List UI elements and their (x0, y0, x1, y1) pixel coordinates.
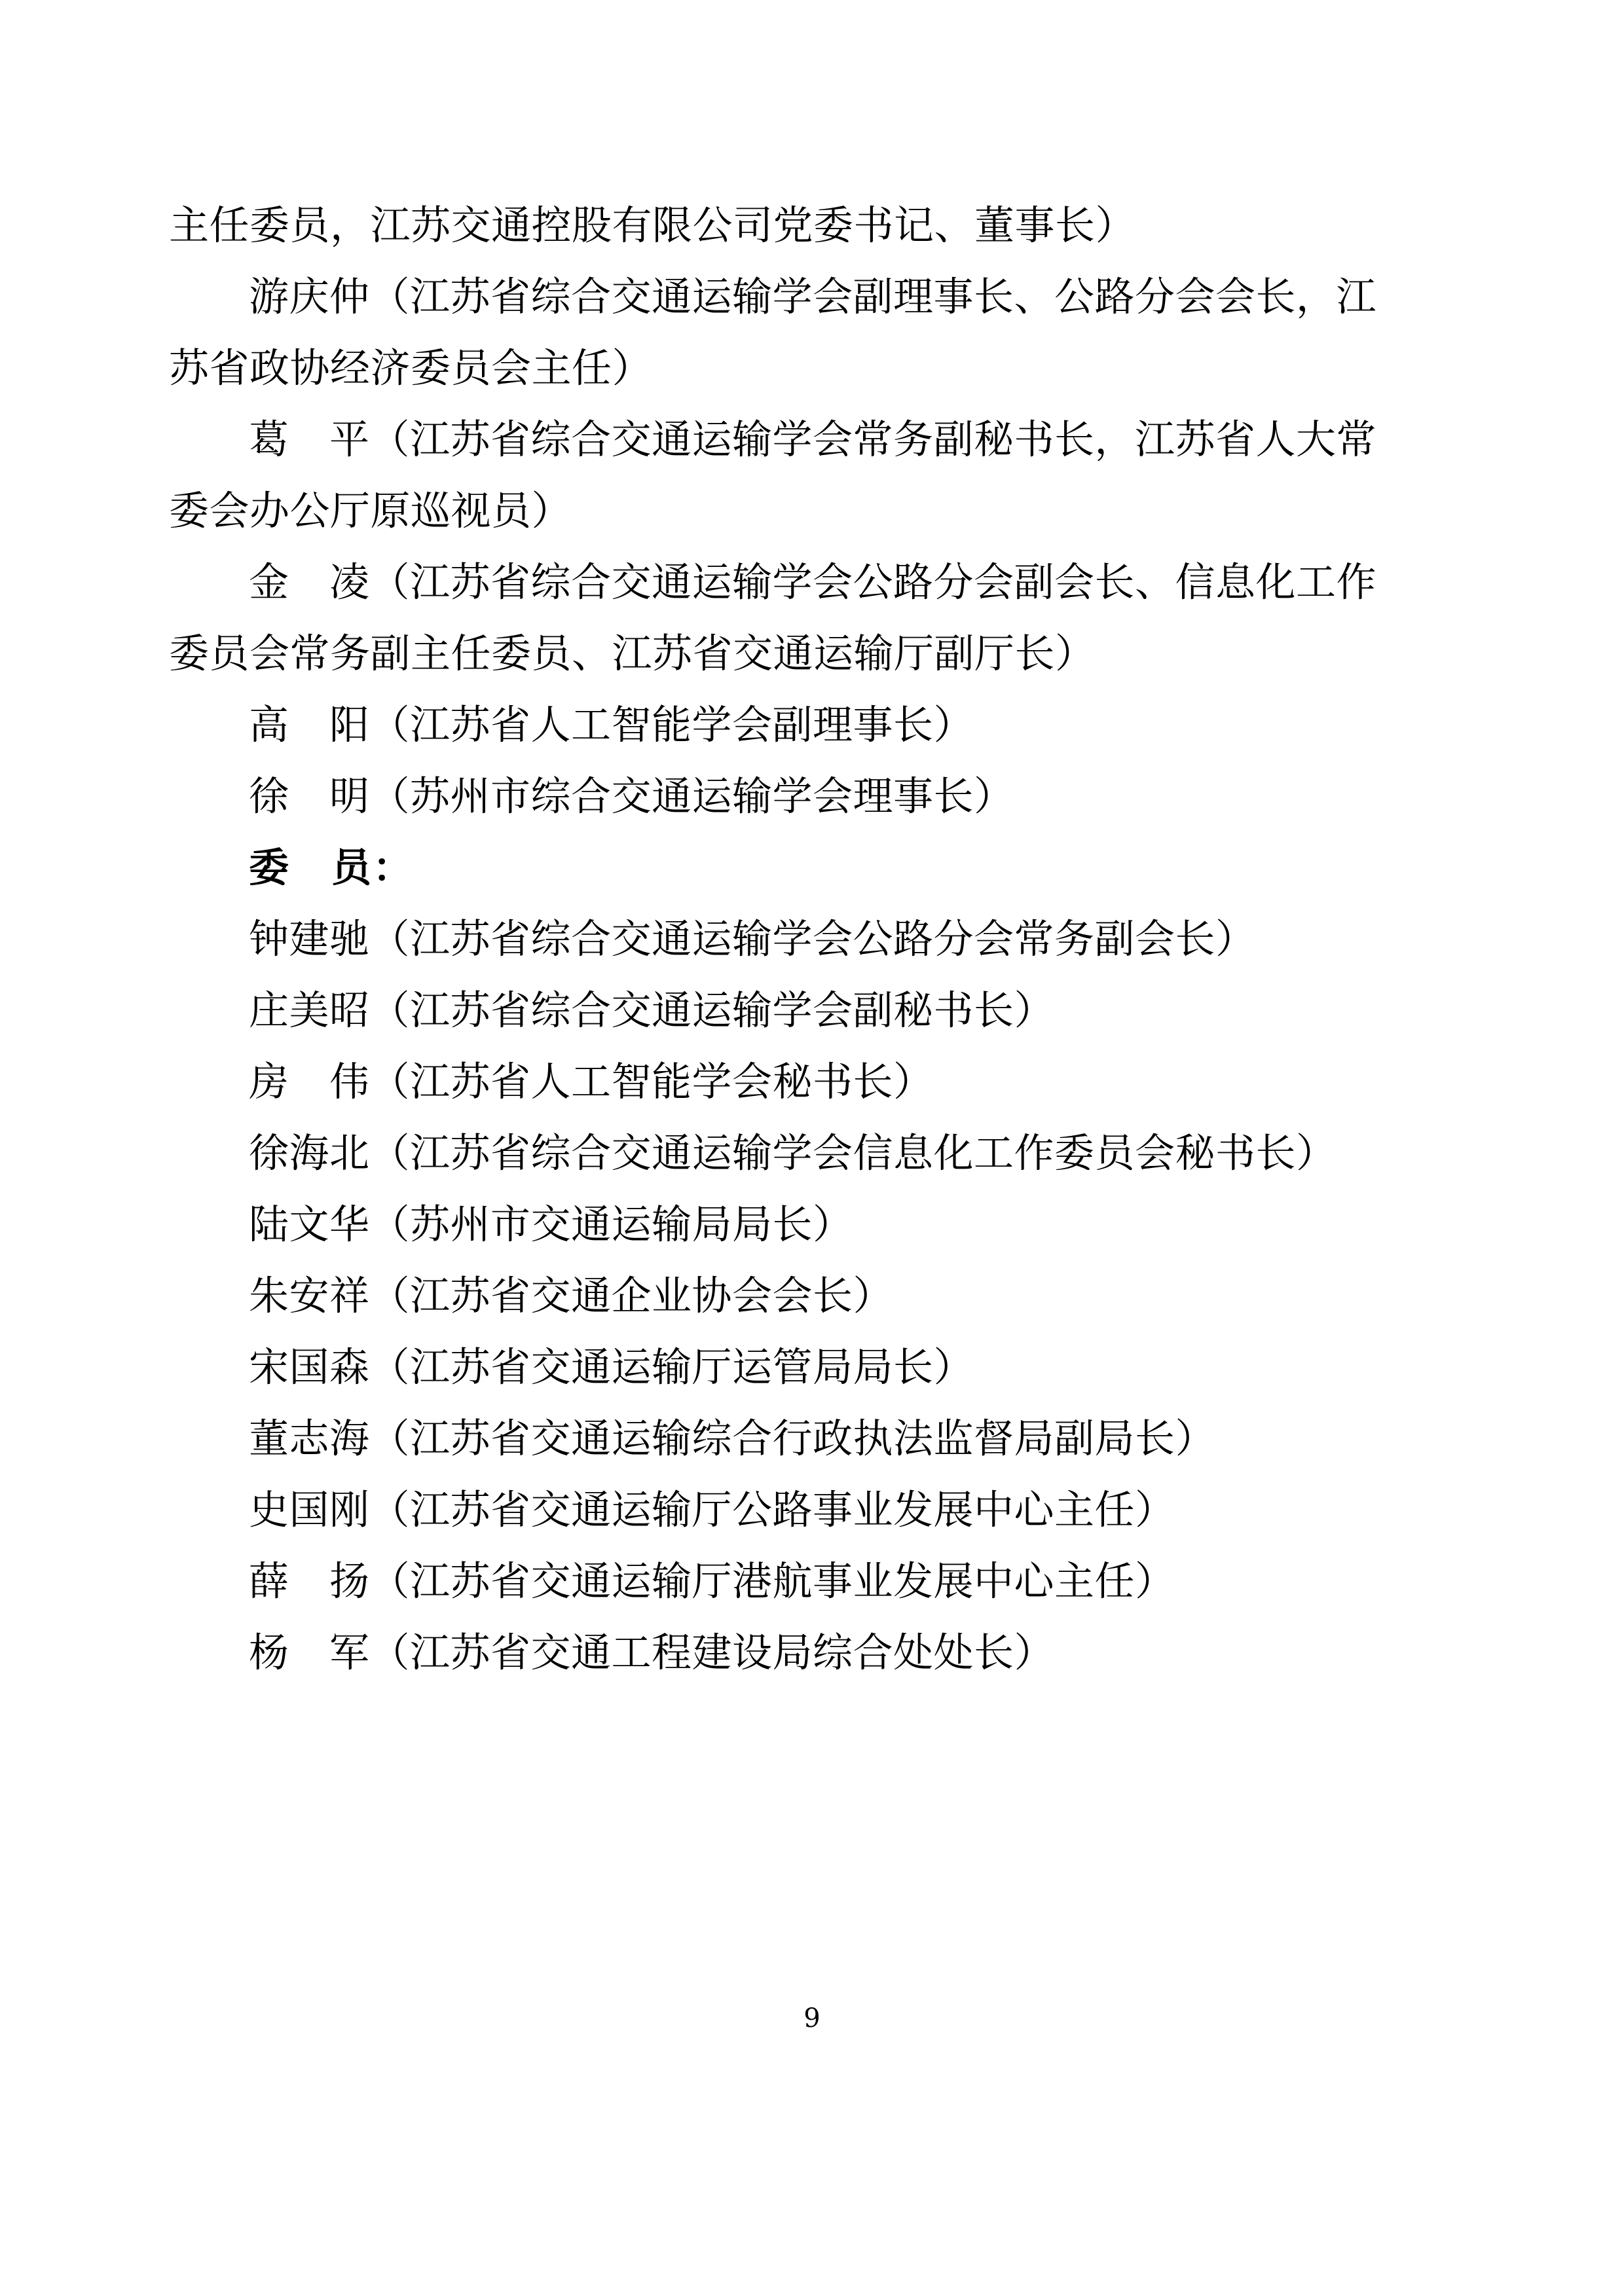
page-number: 9 (803, 2003, 821, 2033)
body-line: 庄美昭（江苏省综合交通运输学会副秘书长） (249, 987, 1055, 1034)
body-line: 房 伟（江苏省人工智能学会秘书长） (249, 1059, 934, 1105)
body-line: 史国刚（江苏省交通运输厅公路事业发展中心主任） (249, 1487, 1175, 1533)
body-line: 陆文华（苏州市交通运输局局长） (249, 1201, 853, 1248)
body-line: 委会办公厅原巡视员） (169, 488, 572, 534)
body-line: 朱安祥（江苏省交通企业协会会长） (249, 1273, 894, 1319)
document-body (169, 190, 1456, 1688)
body-line: 主任委员，江苏交通控股有限公司党委书记、董事长） (169, 202, 1136, 249)
body-line: 金 凌（江苏省综合交通运输学会公路分会副会长、信息化工作 (249, 559, 1377, 606)
body-line: 杨 军（江苏省交通工程建设局综合处处长） (249, 1630, 1055, 1676)
body-line: 薛 扬（江苏省交通运输厅港航事业发展中心主任） (249, 1558, 1175, 1605)
body-line: 董志海（江苏省交通运输综合行政执法监督局副局长） (249, 1415, 1216, 1462)
body-line: 徐海北（江苏省综合交通运输学会信息化工作委员会秘书长） (249, 1130, 1337, 1176)
body-line: 高 阳（江苏省人工智能学会副理事长） (249, 702, 974, 748)
body-line: 徐 明（苏州市综合交通运输学会理事长） (249, 773, 1014, 820)
section-heading: 委 员： (249, 845, 415, 891)
body-line: 委员会常务副主任委员、江苏省交通运输厅副厅长） (169, 630, 1096, 677)
body-line: 宋国森（江苏省交通运输厅运管局局长） (249, 1344, 974, 1391)
body-line: 游庆仲（江苏省综合交通运输学会副理事长、公路分会会长，江 (249, 274, 1377, 320)
body-line: 钟建驰（江苏省综合交通运输学会公路分会常务副会长） (249, 916, 1256, 962)
body-line: 苏省政协经济委员会主任） (169, 345, 653, 392)
body-line: 葛 平（江苏省综合交通运输学会常务副秘书长，江苏省人大常 (249, 416, 1377, 463)
